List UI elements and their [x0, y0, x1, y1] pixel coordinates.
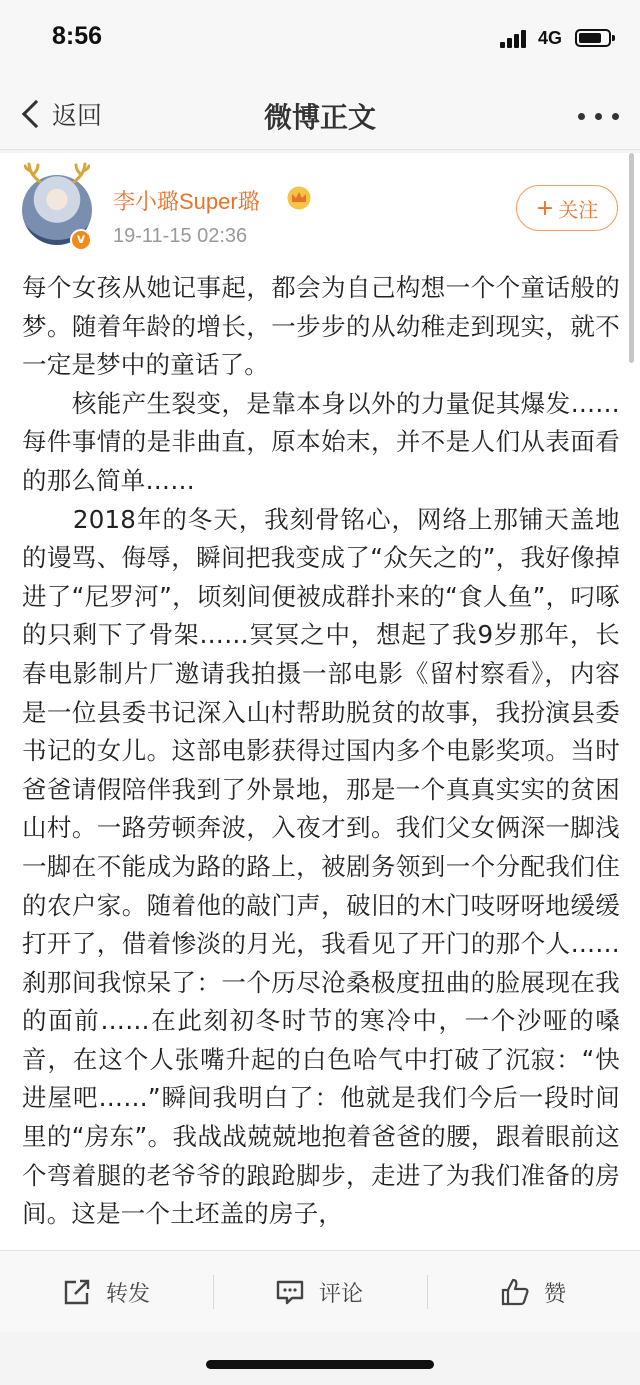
- verified-badge-icon: v: [70, 229, 92, 251]
- post-paragraph: 每个女孩从她记事起，都会为自己构想一个个童话般的梦。随着年龄的增长，一步步的从幼稚走到现实，就不一定是梦中的童话了。: [22, 273, 620, 380]
- scrollbar[interactable]: [629, 153, 634, 363]
- like-button[interactable]: [500, 1251, 566, 1333]
- thumbs-up-icon: [500, 1277, 530, 1307]
- antler-decoration-icon: [68, 161, 90, 183]
- status-bar: [0, 0, 640, 80]
- author-name[interactable]: 李小璐Super璐: [113, 189, 260, 214]
- back-label: 返回: [52, 101, 103, 130]
- divider: [427, 1275, 428, 1309]
- home-indicator: [206, 1360, 434, 1369]
- status-time: 8:56: [52, 22, 103, 50]
- network-type: 4G: [538, 28, 563, 48]
- battery-icon: [575, 29, 611, 47]
- post-card: [0, 153, 640, 1250]
- follow-label: 关注: [558, 197, 599, 222]
- page-title: 微博正文: [263, 101, 376, 134]
- crown-icon: [286, 186, 312, 210]
- repost-icon: [62, 1277, 92, 1307]
- post-paragraph: 2018年的冬天，我刻骨铭心，网络上那铺天盖地的谩骂、侮辱，瞬间把我变成了“众矢之的”，我好像掉进了“尼罗河”，顷刻间便被成群扑来的“食人鱼”，叼啄的只剩下了骨架……冥冥之中，想起了我9岁那年，长春电影制片厂邀请我拍摄一部电影《留村察看》，内容是一位县委书记深入山村帮助脱贫的故事，我扮演县委书记的女儿。这部电影获得过国内多个电影奖项。当时爸爸请假陪伴我到了外景地，那是一个真真实实的贫困山村。一路劳顿奔波，入夜才到。我们父女俩深一脚浅一脚在不能成为路的路上，被剧务领到一个分配我们住的农户家。随着他的敲门声，破旧的木门吱呀呀地缓缓打开了，借着惨淡的月光，我看见了开门的那个人……刹那间我惊呆了：一个历尽沧桑极度扭曲的脸展现在我的面前……在此刻初冬时节的寒冷中，一个沙哑的嗓音，在这个人张嘴升起的白色哈气中打破了沉寂：“快进屋吧……”瞬间我明白了：他就是我们今后一段时间里的“房东”。我战战兢兢地抱着爸爸的腰，跟着眼前这个弯着腿的老爷爷的踉跄脚步，走进了为我们准备的房间。这是一个土坯盖的房子，: [22, 504, 620, 1229]
- like-label: 赞: [544, 1281, 567, 1307]
- antler-decoration-icon: [24, 161, 46, 183]
- comment-label: 评论: [319, 1281, 364, 1307]
- post-paragraph: 核能产生裂变，是靠本身以外的力量促其爆发……每件事情的是非曲直，原本始末，并不是人们从表面看的那么简单……: [22, 388, 620, 495]
- follow-button[interactable]: [516, 185, 618, 231]
- post-body: [22, 269, 620, 1234]
- more-options-icon[interactable]: [578, 110, 620, 122]
- comment-icon: [275, 1277, 305, 1307]
- plus-icon: +: [535, 195, 555, 221]
- signal-icon: [500, 30, 532, 48]
- repost-button[interactable]: [62, 1251, 150, 1333]
- post-timestamp: 19-11-15 02:36: [113, 225, 248, 247]
- action-bar: [0, 1250, 640, 1332]
- comment-button[interactable]: [275, 1251, 363, 1333]
- repost-label: 转发: [106, 1281, 151, 1307]
- nav-bar: [0, 80, 640, 150]
- divider: [213, 1275, 214, 1309]
